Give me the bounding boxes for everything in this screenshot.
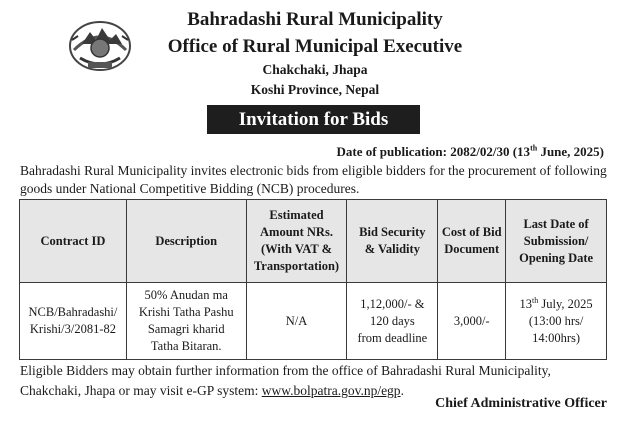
header-last-date: Last Date of Submission/ Opening Date [506, 200, 607, 283]
bid-table [19, 199, 607, 360]
address-line-1: Chakchaki, Jhapa [262, 62, 368, 77]
publication-label: Date of publication: [336, 144, 447, 159]
publication-date-ad: (13th June, 2025) [512, 143, 604, 159]
publication-date [200, 144, 604, 160]
cell-description: 50% Anudan ma Krishi Tatha Pashu Samagri kharid Tatha Bitaran. [126, 283, 246, 360]
header-estimated-amount: Estimated Amount NRs. (With VAT & Transportation) [246, 200, 347, 283]
address-line-2: Koshi Province, Nepal [250, 82, 380, 97]
table-header-row [20, 200, 607, 283]
header-description: Description [126, 200, 246, 283]
closing-paragraph: Eligible Bidders may obtain further information from the office of Bahradashi Rural Municipality, Chakchaki, Jhapa or may visit e-GP system: www.bolpatra.gov.np/egp. [20, 363, 551, 398]
egp-link[interactable]: www.bolpatra.gov.np/egp [261, 383, 401, 398]
header-contract-id: Contract ID [20, 200, 127, 283]
notice-title-banner: Invitation for Bids [207, 105, 420, 134]
signatory-title: Chief Administrative Officer [435, 396, 607, 411]
cell-estimated-amount: N/A [246, 283, 347, 360]
header-cost-of-bid: Cost of Bid Document [438, 200, 506, 283]
header-bid-security: Bid Security & Validity [347, 200, 438, 283]
cell-last-date: 13th July, 2025 (13:00 hrs/ 14:00hrs) [506, 283, 607, 360]
office-name: Office of Rural Municipal Executive [167, 36, 463, 57]
publication-date-bs: 2082/02/30 [450, 144, 510, 159]
municipality-name: Bahradashi Rural Municipality [187, 9, 443, 30]
table-row [20, 283, 607, 360]
intro-paragraph: Bahradashi Rural Municipality invites electronic bids from eligible bidders for the procurement of following goods under National Competitive Bidding (NCB) procedures. [20, 163, 607, 196]
cell-cost-of-bid: 3,000/- [438, 283, 506, 360]
cell-bid-security: 1,12,000/- & 120 days from deadline [347, 283, 438, 360]
cell-contract-id: NCB/Bahradashi/ Krishi/3/2081-82 [20, 283, 127, 360]
